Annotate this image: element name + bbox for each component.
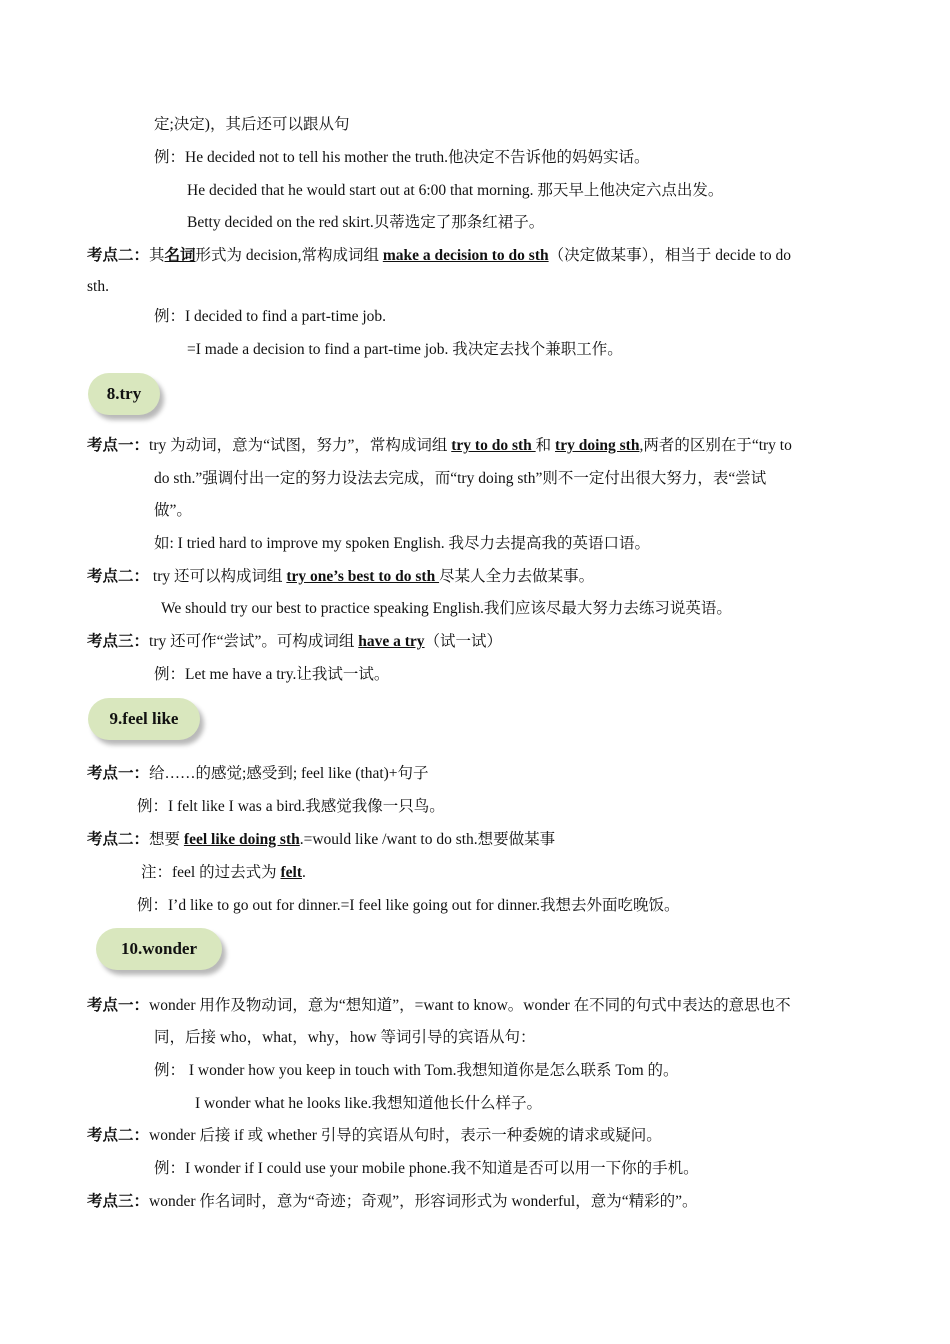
text-run: 定;决定)，其后还可以跟从句 — [154, 116, 350, 133]
text-run: 注：feel 的过去式为 — [141, 864, 281, 881]
text-run: We should try our best to practice speaking English.我们应该尽最大努力去练习说英语。 — [161, 600, 732, 617]
text-run: ,两者的区别在于“try to — [639, 437, 792, 454]
text-run: （决定做某事），相当于 decide to do — [548, 247, 791, 264]
key-point-label: 考点一： — [87, 437, 150, 454]
note-line — [141, 863, 306, 883]
text-run: 如: I tried hard to improve my spoken English. 我尽力去提高我的英语口语。 — [154, 535, 650, 552]
key-point-line — [87, 1192, 697, 1212]
text-run: 例：I wonder if I could use your mobile phone.我不知道是否可以用一下你的手机。 — [154, 1160, 699, 1177]
key-phrase: feel like doing sth — [183, 831, 300, 848]
key-point-label: 考点二： — [87, 1127, 150, 1144]
text-run: 例：I felt like I was a bird.我感觉我像一只鸟。 — [137, 798, 445, 815]
key-point-line — [87, 1126, 662, 1146]
example-line — [154, 1159, 699, 1179]
key-phrase: felt — [280, 864, 302, 881]
key-point-label: 考点二： — [87, 831, 150, 848]
text-run: 做”。 — [154, 502, 192, 519]
text-line — [154, 115, 349, 135]
key-phrase: 名词 — [164, 247, 196, 264]
example-line — [137, 896, 680, 916]
key-point-label: 考点一： — [87, 765, 150, 782]
key-phrase: try one’s best to do sth — [286, 568, 440, 585]
example-line — [195, 1094, 542, 1114]
key-point-label: 考点二： — [87, 247, 150, 264]
example-line — [154, 148, 650, 168]
text-run: wonder 用作及物动词，意为“想知道”，=want to know。wonder 在不同的句式中表达的意思也不 — [149, 997, 791, 1014]
text-run: try 为动词，意为“试图，努力”，常构成词组 — [149, 437, 452, 454]
key-point-label: 考点三： — [87, 633, 150, 650]
text-run: 例：I decided to find a part-time job. — [154, 308, 387, 325]
text-run: do sth.”强调付出一定的努力设法去完成，而“try doing sth”则不一定付出很大努力，表“尝试 — [154, 470, 767, 487]
text-run: 其 — [149, 247, 165, 264]
text-run: 想要 — [149, 831, 184, 848]
text-run: 例：I’d like to go out for dinner.=I feel like going out for dinner.我想去外面吃晚饭。 — [137, 897, 680, 914]
text-run: 尽某人全力去做某事。 — [439, 568, 595, 585]
key-point-label: 考点一： — [87, 997, 150, 1014]
key-point-line — [87, 764, 429, 784]
text-line — [87, 277, 109, 297]
section-heading-wonder: 10.wonder — [96, 928, 222, 970]
text-run: =I made a decision to find a part-time job. 我决定去找个兼职工作。 — [187, 341, 623, 358]
text-run: Betty decided on the red skirt.贝蒂选定了那条红裙子。 — [187, 214, 545, 231]
text-run: .=would like /want to do sth.想要做某事 — [299, 831, 556, 848]
key-point-line — [87, 996, 791, 1016]
example-line — [161, 599, 732, 619]
example-line — [154, 534, 650, 554]
key-point-label: 考点二： — [87, 568, 150, 585]
text-run: wonder 作名词时，意为“奇迹；奇观”，形容词形式为 wonderful，意为“精彩的”。 — [149, 1193, 698, 1210]
text-run: （试一试） — [424, 633, 503, 650]
key-point-line — [87, 246, 791, 266]
example-line — [187, 181, 723, 201]
key-point-line — [87, 567, 594, 587]
text-line — [154, 469, 766, 489]
text-run: 给……的感觉;感受到; feel like (that)+句子 — [149, 765, 429, 782]
text-line — [154, 1028, 535, 1048]
text-run: 同，后接 who，what，why，how 等词引导的宾语从句： — [154, 1029, 536, 1046]
example-line — [137, 797, 445, 817]
text-run: 例： I wonder how you keep in touch with Tom.我想知道你是怎么联系 Tom 的。 — [154, 1062, 679, 1079]
section-heading-feel-like: 9.feel like — [88, 698, 200, 740]
key-phrase: have a try — [358, 633, 425, 650]
example-line — [154, 665, 389, 685]
key-phrase: try to do sth — [451, 437, 536, 454]
example-line — [154, 307, 386, 327]
text-run: wonder 后接 if 或 whether 引导的宾语从句时，表示一种委婉的请求或疑问。 — [149, 1127, 662, 1144]
text-run: 例：He decided not to tell his mother the truth.他决定不告诉他的妈妈实话。 — [154, 149, 650, 166]
key-phrase: make a decision to do sth — [382, 247, 549, 264]
text-run: . — [302, 864, 306, 881]
section-heading-try: 8.try — [88, 373, 160, 415]
key-point-label: 考点三： — [87, 1193, 150, 1210]
key-point-line — [87, 830, 555, 850]
text-run: try 还可以构成词组 — [149, 568, 287, 585]
text-run: try 还可作“尝试”。可构成词组 — [149, 633, 359, 650]
text-run: 和 — [535, 437, 556, 454]
example-line — [154, 1061, 679, 1081]
key-point-line — [87, 436, 792, 456]
key-phrase: try doing sth — [555, 437, 640, 454]
example-line — [187, 340, 623, 360]
text-run: sth. — [87, 278, 109, 295]
text-run: I wonder what he looks like.我想知道他长什么样子。 — [195, 1095, 542, 1112]
text-line — [154, 501, 192, 521]
text-run: He decided that he would start out at 6:00 that morning. 那天早上他决定六点出发。 — [187, 182, 724, 199]
text-run: 形式为 decision,常构成词组 — [195, 247, 383, 264]
key-point-line — [87, 632, 502, 652]
text-run: 例：Let me have a try.让我试一试。 — [154, 666, 390, 683]
example-line — [187, 213, 544, 233]
